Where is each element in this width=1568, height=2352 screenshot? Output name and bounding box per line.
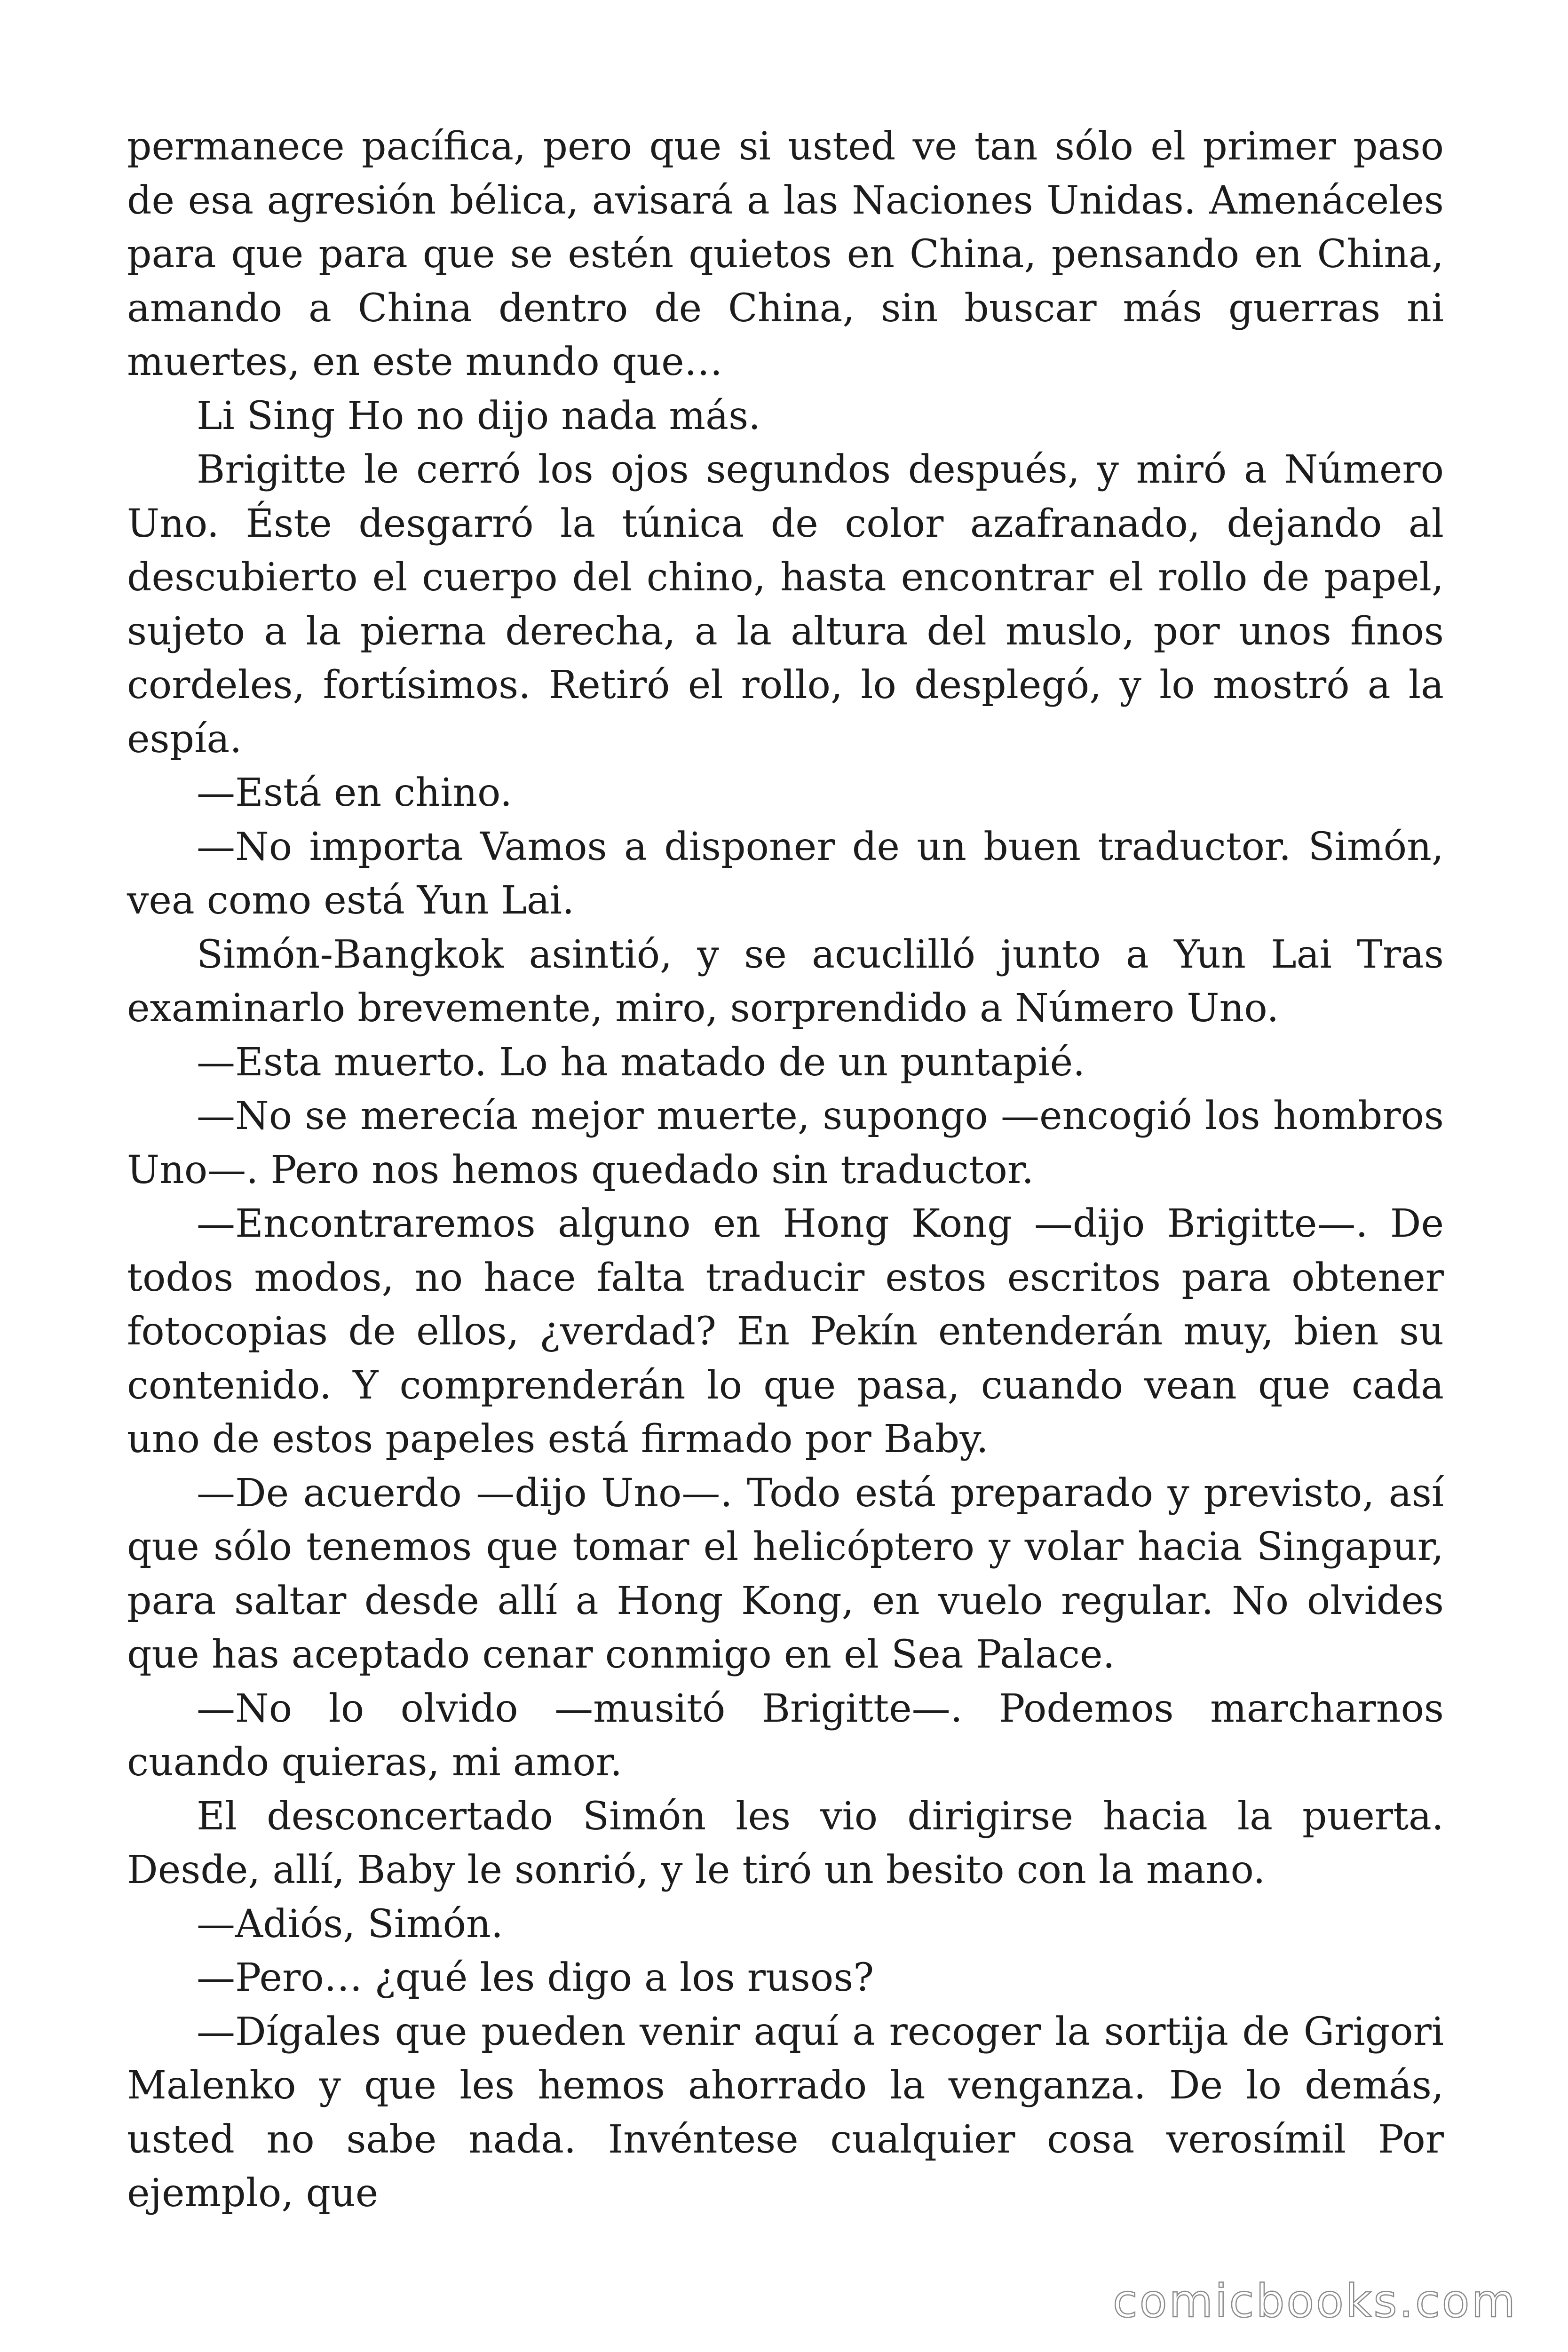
paragraph: —Dígales que pueden venir aquí a recoger la sortija de Grigori Malenko y que les hemos ahorrado la venganza. De lo demás, usted no sabe nada. Invéntese cualquier cosa verosímil Por ejemplo, que — [127, 2009, 1444, 2216]
paragraph: —Esta muerto. Lo ha matado de un puntapié. — [197, 1040, 1085, 1085]
paragraph: permanece pacífica, pero que si usted ve tan sólo el primer paso de esa agresión bélica, avisará a las Naciones Unidas. Amenáceles para que para que se estén quietos en China, pensando en China, amando a China dentro de China, sin buscar más guerras ni muertes, en este mundo que… — [127, 124, 1444, 384]
paragraph: —Pero… ¿qué les digo a los rusos? — [197, 1955, 874, 2000]
paragraph: —Adiós, Simón. — [197, 1901, 503, 1947]
paragraph: Brigitte le cerró los ojos segundos después, y miró a Número Uno. Éste desgarró la túnica de color azafranado, dejando al descubierto el cuerpo del chino, hasta encontrar el rollo de papel, sujeto a la pierna derecha, a la altura del muslo, por unos finos cordeles, fortísimos. Retiró el rollo, lo desplegó, y lo mostró a la espía. — [127, 447, 1444, 762]
paragraph: Li Sing Ho no dijo nada más. — [197, 393, 761, 438]
paragraph: —Está en chino. — [197, 771, 513, 815]
paragraph: —No se merecía mejor muerte, supongo —encogió los hombros Uno—. Pero nos hemos quedado sin traductor. — [127, 1094, 1444, 1192]
page-body — [127, 120, 1444, 2221]
paragraph: —No lo olvido —musitó Brigitte—. Podemos marcharnos cuando quieras, mi amor. — [127, 1686, 1444, 1785]
paragraph: El desconcertado Simón les vio dirigirse hacia la puerta. Desde, allí, Baby le sonrió, y le tiró un besito con la mano. — [127, 1794, 1444, 1892]
paragraph: Simón-Bangkok asintió, y se acuclilló junto a Yun Lai Tras examinarlo brevemente, miro, sorprendido a Número Uno. — [127, 932, 1444, 1031]
paragraph: —De acuerdo —dijo Uno—. Todo está preparado y previsto, así que sólo tenemos que tomar el helicóptero y volar hacia Singapur, para saltar desde allí a Hong Kong, en vuelo regular. No olvides que has aceptado cenar conmigo en el Sea Palace. — [127, 1470, 1444, 1677]
paragraph: —No importa Vamos a disponer de un buen traductor. Simón, vea como está Yun Lai. — [127, 824, 1444, 923]
watermark: comicbooks.com — [1112, 2275, 1517, 2328]
paragraph: —Encontraremos alguno en Hong Kong —dijo Brigitte—. De todos modos, no hace falta traducir estos escritos para obtener fotocopias de ellos, ¿verdad? En Pekín entenderán muy, bien su contenido. Y comprenderán lo que pasa, cuando vean que cada uno de estos papeles está firmado por Baby. — [127, 1201, 1444, 1462]
